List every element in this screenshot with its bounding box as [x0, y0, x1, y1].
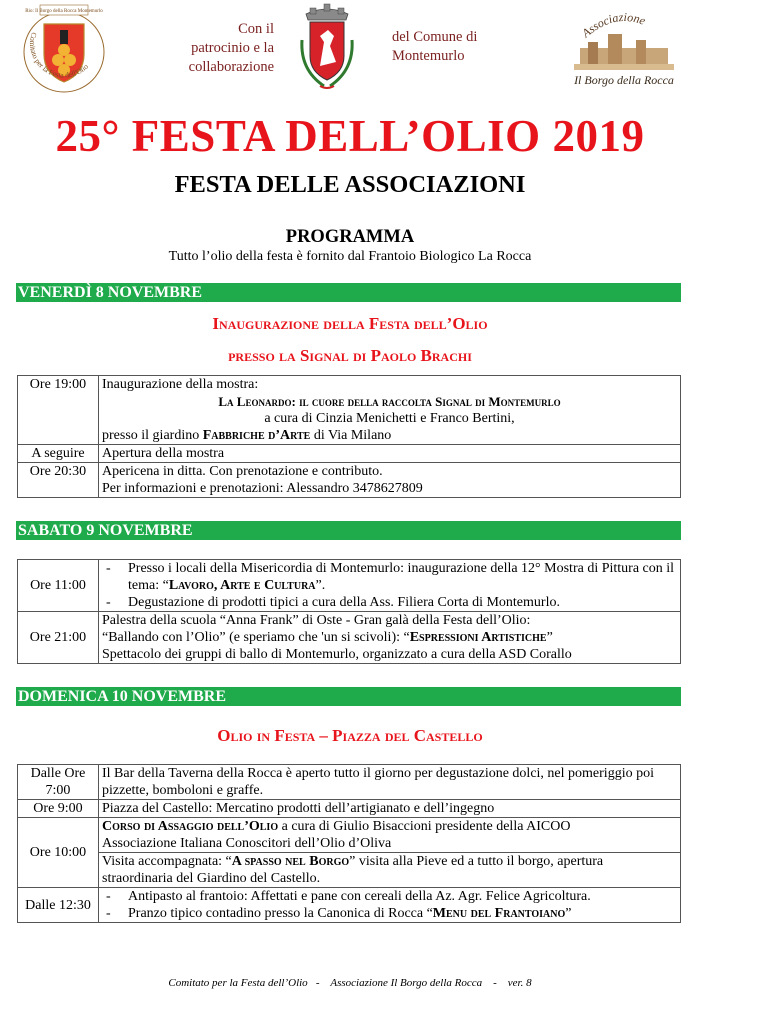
day-bar-friday: VENERDÌ 8 NOVEMBRE: [16, 283, 681, 302]
event-cell: Palestra della scuola “Anna Frank” di Oste - Gran galà della Festa dell’Olio: “Ballando con l’Olio” (e speriamo che 'un si scivoli): “Espressioni Artistiche” Spettacolo dei gruppi di ballo di Montemurlo, organizzato a cura della ASD Corallo: [99, 612, 681, 664]
friday-program-table: [17, 375, 681, 498]
sunday-program-table: [17, 764, 681, 923]
time-cell: Ore 21:00: [18, 612, 99, 664]
event-cell: - Presso i locali della Misericordia di Montemurlo: inaugurazione della 12° Mostra di Pittura con il tema: “Lavoro, Arte e Cultura”. - Degustazione di prodotti tipici a cura della Ass. Filiera Corta di Montemurlo.: [99, 560, 681, 612]
patronage-right-text: del Comune di Montemurlo: [392, 29, 478, 64]
table-row: [18, 612, 681, 664]
time-cell: Ore 9:00: [18, 800, 99, 818]
table-row: [18, 445, 681, 463]
time-cell: Ore 19:00: [18, 376, 99, 445]
svg-text:Comitato per la Festa dell'Oli: Comitato per la Festa dell'Olio: [27, 31, 90, 80]
event-cell: Il Bar della Taverna della Rocca è aperto tutto il giorno per degustazione dolci, nel pomeriggio poi pizzette, bomboloni e graffe.: [99, 765, 681, 800]
table-row: [18, 765, 681, 800]
friday-heading-2: presso la Signal di Paolo Brachi: [228, 346, 472, 365]
programma-heading: PROGRAMMA: [285, 227, 415, 247]
time-cell: Ore 10:00: [18, 818, 99, 888]
time-cell: Ore 20:30: [18, 463, 99, 498]
svg-text:Il Borgo della Rocca: Il Borgo della Rocca: [574, 73, 674, 87]
event-cell: Piazza del Castello: Mercatino prodotti dell’artigianato e dell’ingegno: [99, 800, 681, 818]
montemurlo-crest: [296, 0, 358, 92]
friday-heading-1: Inaugurazione della Festa dell’Olio: [212, 314, 488, 333]
event-cell: Apericena in ditta. Con prenotazione e contributo. Per informazioni e prenotazioni: Alessandro 3478627809: [99, 463, 681, 498]
event-cell: - Antipasto al frantoio: Affettati e pane con cereali della Az. Agr. Felice Agricoltura. - Pranzo tipico contadino presso la Canonica di Rocca “Menu del Frantoiano”: [99, 888, 681, 923]
table-row: [18, 888, 681, 923]
table-row: [18, 853, 681, 888]
event-cell: Apertura della mostra: [99, 445, 681, 463]
event-cell: Visita accompagnata: “A spasso nel Borgo” visita alla Pieve ed a tutto il borgo, apertura straordinaria del Giardino del Castello.: [99, 853, 681, 888]
time-cell: Ore 11:00: [18, 560, 99, 612]
table-row: [18, 818, 681, 853]
day-bar-sunday: DOMENICA 10 NOVEMBRE: [16, 687, 681, 706]
page-subtitle: FESTA DELLE ASSOCIAZIONI: [174, 171, 526, 198]
page-footer: Comitato per la Festa dell’Olio - Associazione Il Borgo della Rocca - ver. 8: [168, 977, 532, 989]
table-row: [18, 376, 681, 445]
time-cell: Dalle 12:30: [18, 888, 99, 923]
borgo-della-rocca-logo: [564, 8, 684, 90]
comitato-logo: [18, 2, 110, 94]
patronage-left-text: Con il patrocinio e la collaborazione: [188, 21, 274, 75]
time-cell: Dalle Ore 7:00: [18, 765, 99, 800]
event-cell: Corso di Assaggio dell’Olio a cura di Giulio Bisaccioni presidente della AICOO Associazione Italiana Conoscitori dell’Olio d’Oliva: [99, 818, 681, 853]
olio-supplier-note: Tutto l’olio della festa è fornito dal Frantoio Biologico La Rocca: [168, 249, 532, 264]
table-row: [18, 800, 681, 818]
sunday-heading: Olio in Festa – Piazza del Castello: [217, 726, 483, 745]
svg-text:Associazione: Associazione: [579, 9, 648, 41]
svg-text:Rio: Il Borgo della Rocca Mont: Rio: Il Borgo della Rocca Montemurlo: [25, 9, 103, 14]
time-cell: A seguire: [18, 445, 99, 463]
saturday-program-table: [17, 559, 681, 664]
event-cell: Inaugurazione della mostra: La Leonardo: il cuore della raccolta Signal di Montemurlo a cura di Cinzia Menichetti e Franco Bertini, presso il giardino Fabbriche d’Arte di Via Milano: [99, 376, 681, 445]
day-bar-saturday: SABATO 9 NOVEMBRE: [16, 521, 681, 540]
page-title: 25° FESTA DELL’OLIO 2019: [55, 111, 645, 161]
table-row: [18, 463, 681, 498]
table-row: [18, 560, 681, 612]
